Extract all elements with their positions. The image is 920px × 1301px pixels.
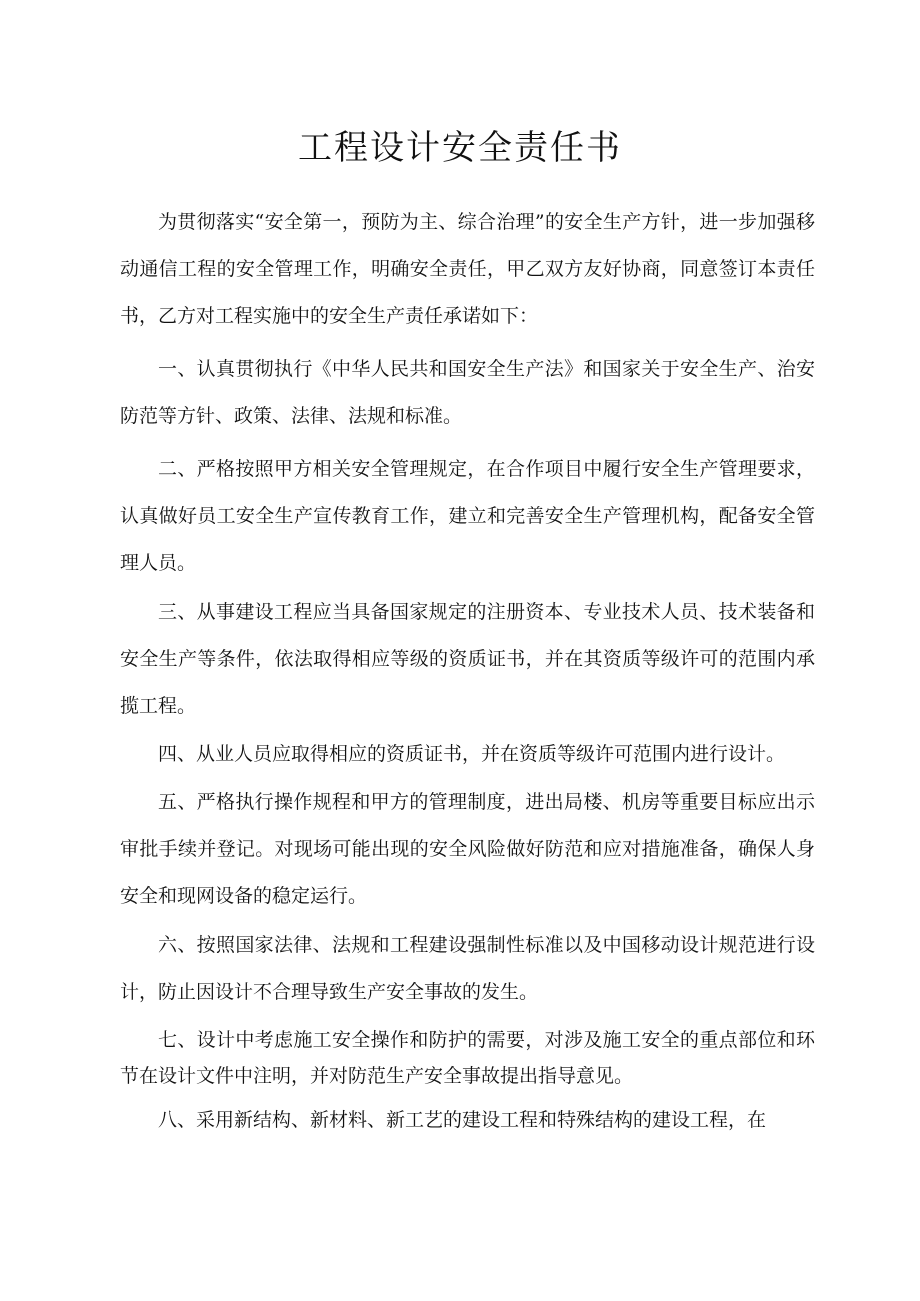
clause-5-paragraph: 五、严格执行操作规程和甲方的管理制度，进出局楼、机房等重要目标应出示审批手续并登记。对现场可能出现的安全风险做好防范和应对措施准备，确保人身安全和现网设备的稳定运行。 <box>120 791 815 907</box>
clause-3-paragraph: 三、从事建设工程应当具备国家规定的注册资本、专业技术人员、技术装备和安全生产等条件，依法取得相应等级的资质证书，并在其资质等级许可的范围内承揽工程。 <box>120 601 815 717</box>
clause-8-paragraph: 八、采用新结构、新材料、新工艺的建设工程和特殊结构的建设工程，在 <box>158 1109 767 1131</box>
document-title: 工程设计安全责任书 <box>298 128 622 168</box>
clause-2-paragraph: 二、严格按照甲方相关安全管理规定，在合作项目中履行安全生产管理要求，认真做好员工安全生产宣传教育工作，建立和完善安全生产管理机构，配备安全管理人员。 <box>120 458 815 574</box>
intro-paragraph: 为贯彻落实“安全第一，预防为主、综合治理”的安全生产方针，进一步加强移动通信工程的安全管理工作，明确安全责任，甲乙双方友好协商，同意签订本责任书，乙方对工程实施中的安全生产责任承诺如下： <box>120 211 815 327</box>
clause-1-paragraph: 一、认真贯彻执行《中华人民共和国安全生产法》和国家关于安全生产、治安防范等方针、政策、法律、法规和标准。 <box>120 358 815 427</box>
clause-4-paragraph: 四、从业人员应取得相应的资质证书，并在资质等级许可范围内进行设计。 <box>158 743 786 765</box>
clause-6-paragraph: 六、按照国家法律、法规和工程建设强制性标准以及中国移动设计规范进行设计，防止因设计不合理导致生产安全事故的发生。 <box>120 934 815 1003</box>
clause-7-paragraph: 七、设计中考虑施工安全操作和防护的需要，对涉及施工安全的重点部位和环节在设计文件中注明，并对防范生产安全事故提出指导意见。 <box>120 1029 815 1087</box>
